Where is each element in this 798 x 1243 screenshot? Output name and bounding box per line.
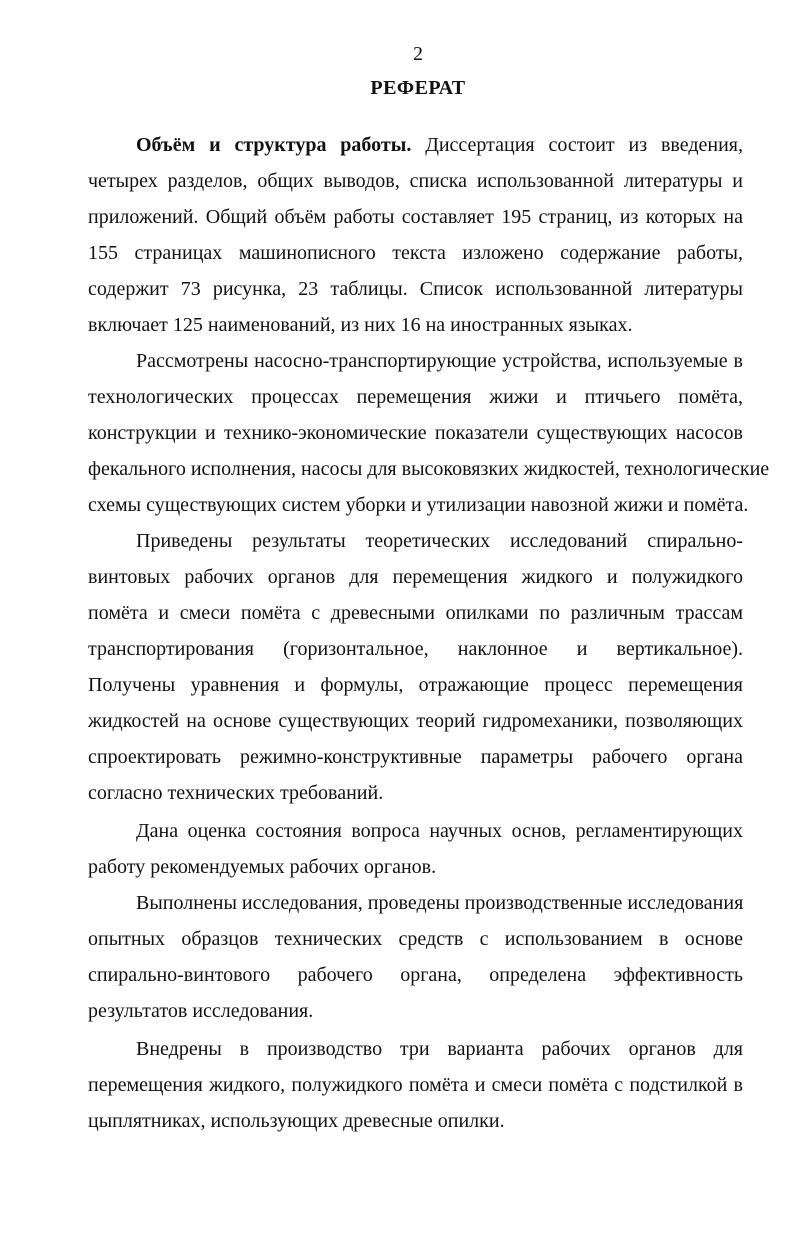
paragraph-3-line-3: помёта и смеси помёта с древесными опилками по различным трассам	[88, 602, 743, 624]
paragraph-1-line-3: приложений. Общий объём работы составляет 195 страниц, из которых на	[88, 206, 743, 228]
paragraph-1-line-1-text: Диссертация состоит из введения,	[411, 134, 743, 156]
paragraph-1-line-2: четырех разделов, общих выводов, списка использованной литературы и	[88, 170, 743, 192]
paragraph-3-line-6: жидкостей на основе существующих теорий гидромеханики, позволяющих	[88, 710, 743, 732]
paragraph-2-line-4: фекального исполнения, насосы для высоковязких жидкостей, технологические	[88, 458, 770, 480]
paragraph-5-line-4: результатов исследования.	[88, 1000, 314, 1022]
paragraph-2-line-5: схемы существующих систем уборки и утилизации навозной жижи и помёта.	[88, 494, 749, 516]
paragraph-2-line-3: конструкции и технико-экономические показатели существующих насосов	[88, 422, 743, 444]
paragraph-1-line-6: включает 125 наименований, из них 16 на иностранных языках.	[88, 314, 633, 336]
paragraph-6-line-2: перемещения жидкого, полужидкого помёта и смеси помёта с подстилкой в	[88, 1074, 743, 1096]
paragraph-5-line-2: опытных образцов технических средств с использованием в основе	[88, 928, 743, 950]
paragraph-2-line-2: технологических процессах перемещения жижи и птичьего помёта,	[88, 386, 743, 408]
paragraph-1-line-5: содержит 73 рисунка, 23 таблицы. Список использованной литературы	[88, 278, 743, 300]
paragraph-5-line-1: Выполнены исследования, проведены производственные исследования	[136, 892, 744, 914]
paragraph-2-line-1: Рассмотрены насосно-транспортирующие устройства, используемые в	[136, 350, 743, 372]
paragraph-3-line-4: транспортирования (горизонтальное, наклонное и вертикальное).	[88, 638, 743, 660]
paragraph-5-line-3: спирально-винтового рабочего органа, определена эффективность	[88, 964, 743, 986]
structure-heading: Объём и структура работы.	[136, 134, 412, 156]
paragraph-3-line-7: спроектировать режимно-конструктивные параметры рабочего органа	[88, 746, 743, 768]
page-number: 2	[413, 43, 423, 65]
paragraph-3-line-1: Приведены результаты теоретических исследований спирально-	[136, 530, 743, 552]
paragraph-4-line-1: Дана оценка состояния вопроса научных основ, регламентирующих	[136, 820, 743, 842]
paragraph-3-line-5: Получены уравнения и формулы, отражающие процесс перемещения	[88, 674, 743, 696]
paragraph-6-line-3: цыплятниках, использующих древесные опилки.	[88, 1110, 505, 1132]
paragraph-4-line-2: работу рекомендуемых рабочих органов.	[88, 856, 437, 878]
paragraph-3-line-2: винтовых рабочих органов для перемещения жидкого и полужидкого	[88, 566, 743, 588]
paragraph-6-line-1: Внедрены в производство три варианта рабочих органов для	[136, 1038, 743, 1060]
paragraph-3-line-8: согласно технических требований.	[88, 782, 384, 804]
paragraph-1-line-4: 155 страницах машинописного текста изложено содержание работы,	[88, 242, 743, 264]
paragraph-1-line-1	[136, 132, 743, 158]
page-title: РЕФЕРАТ	[370, 77, 466, 99]
